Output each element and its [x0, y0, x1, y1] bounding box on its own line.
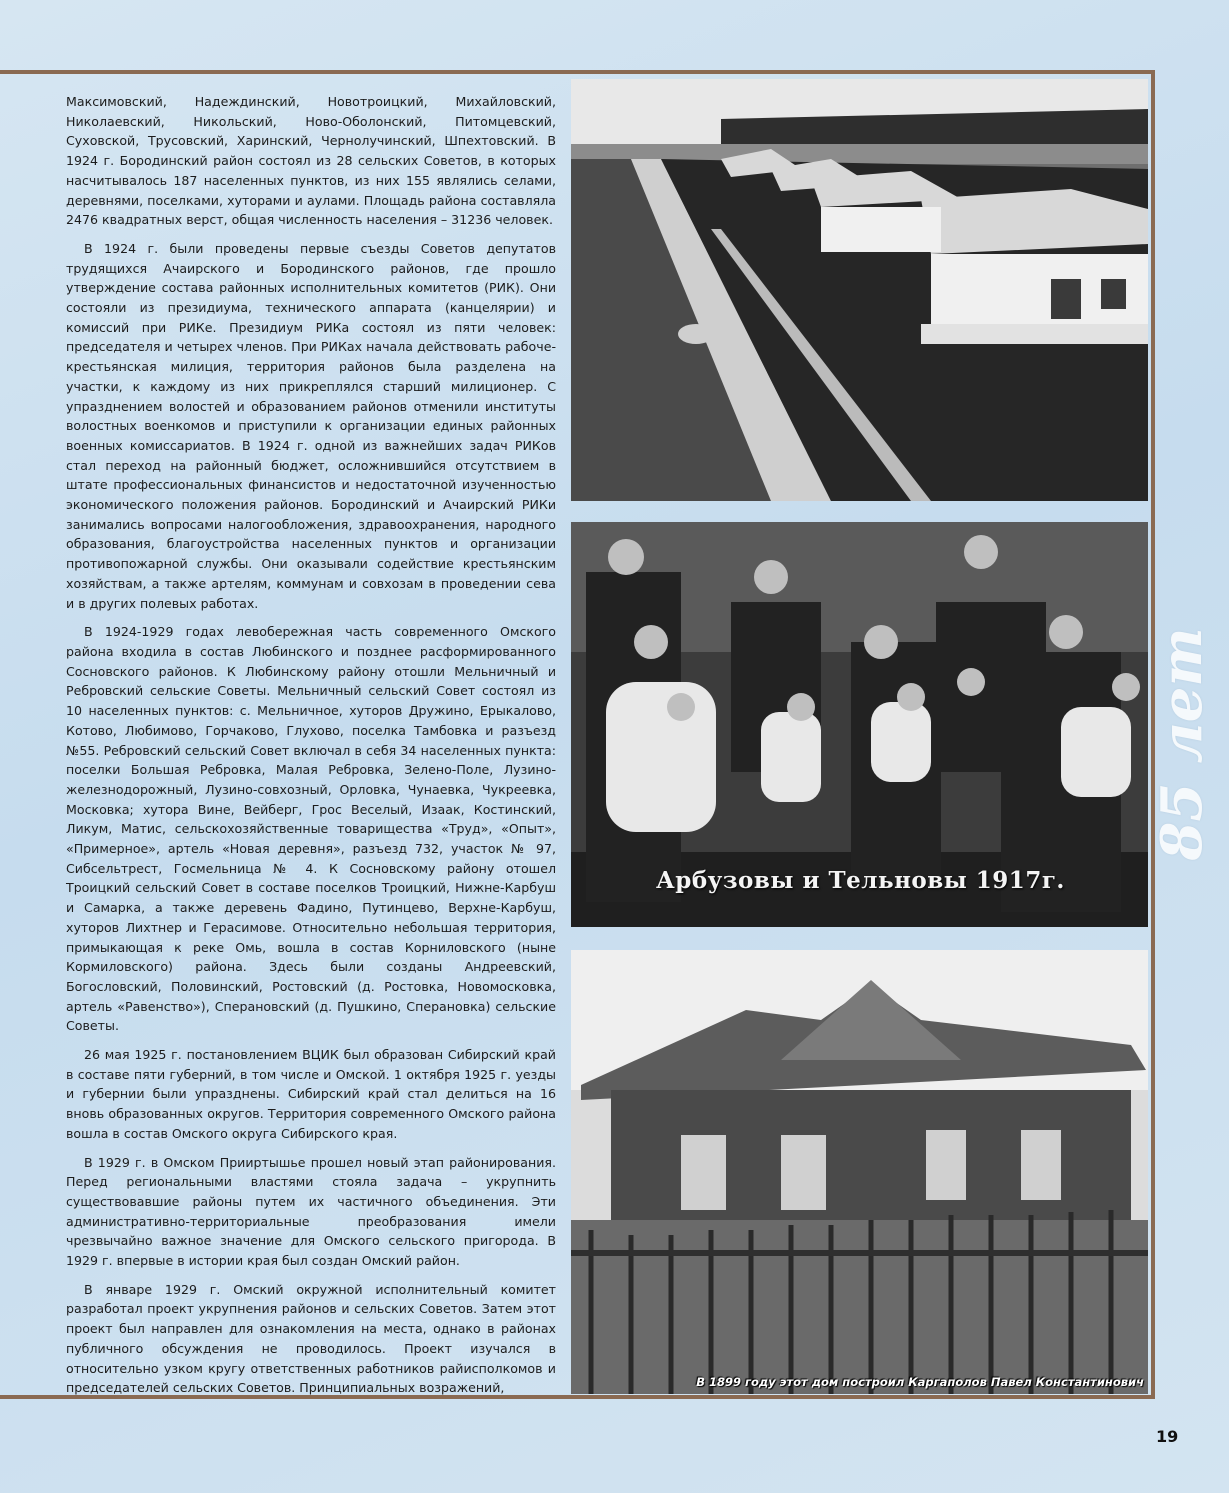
anniversary-vertical-label — [1149, 604, 1215, 884]
wooden-house-photo — [571, 950, 1148, 1394]
anniversary-text: 85 лет — [1149, 627, 1215, 861]
article-paragraph: В 1929 г. в Омском Прииртышье прошел новый этап районирования. Перед региональными властями стояла задача – укрупнить существовавшие районы путем их частичного объединения. Эти административно-территориальные преобразования имели чрезвычайно важное значение для Омского сельского пригорода. В 1929 г. впервые в истории края был создан Омский район. — [66, 1154, 556, 1269]
house-photo-caption: В 1899 году этот дом построил Каргаполов Павел Константинович — [696, 1375, 1144, 1389]
family-photo-caption: Арбузовы и Тельновы 1917г. — [656, 867, 1065, 894]
article-paragraph: В январе 1929 г. Омский окружной исполнительный комитет разработал проект укрупнения районов и сельских Советов. Затем этот проект был направлен для ознакомления на места, однако в районах публичного обсуждения не проводилось. Проект изучался в относительно узком кругу ответственных работников райисполкомов и председателей сельских Советов. Принципиальных возражений, — [66, 1281, 556, 1396]
article-text-column — [66, 92, 556, 1407]
article-paragraph: Максимовский, Надеждинский, Новотроицкий, Михайловский, Николаевский, Никольский, Ново-Оболонский, Питомцевский, Суховской, Трусовский, Харинский, Чернолучинский, Шпехтовский. В 1924 г. Бородинский район состоял из 28 сельских Советов, в которых насчитывалось 187 населенных пунктов, из них 155 являлись селами, деревнями, поселками, хуторами и аулами. Площадь района составляла 2476 квадратных верст, общая численность населения – 31236 человек. — [66, 94, 556, 228]
article-paragraph: 26 мая 1925 г. постановлением ВЦИК был образован Сибирский край в составе пяти губерний, в том числе и Омской. 1 октября 1925 г. уезды и губернии были упразднены. Сибирский край стал делиться на 16 вновь образованных округов. Территория современного Омского района вошла в состав Омского округа Сибирского края. — [66, 1047, 556, 1141]
family-portrait-photo — [571, 522, 1148, 927]
page-number: 19 — [1156, 1427, 1179, 1446]
article-paragraph: В 1924 г. были проведены первые съезды Советов депутатов трудящихся Ачаирского и Бородинского районов, где прошло утверждение состава районных исполнительных комитетов (РИК). Они состояли из президиума, технического аппарата (канцелярии) и комиссий при РИКе. Президиум РИКа состоял из пяти человек: председателя и четырех членов. При РИКах начала действовать рабоче-крестьянская милиция, территория районов была разделена на участки, к каждому из них прикреплялся старший милиционер. С упразднением волостей и образованием районов отменили институты волостных военкомов и приступили к организации единых районных военных комиссариатов. В 1924 г. одной из важнейших задач РИКов стал переход на районный бюджет, осложнившийся отсутствием в штате профессиональных финансистов и недостаточной изученностью экономического положения районов. Бородинский и Ачаирский РИКи занимались вопросами налогообложения, здравоохранения, народного образования, благоустройства населенных пунктов и организации противопожарной службы. Они оказывали содействие крестьянским хозяйствам, а также артелям, коммунам и совхозам в проведении сева и в других полевых работах. — [66, 240, 556, 611]
village-street-photo — [571, 79, 1148, 501]
article-paragraph: В 1924-1929 годах левобережная часть современного Омского района входила в состав Любинского и позднее расформированного Сосновского районов. К Любинскому району отошли Мельничный и Ребровский сельские Советы. Мельничный сельский Совет состоял из 10 населенных пунктов: с. Мельничное, хуторов Дружино, Ерыкалово, Котово, Любимово, Горчаково, Глухово, поселка Тамбовка и разъезд №55. Ребровский сельский Совет включал в себя 34 населенных пункта: поселки Большая Ребровка, Малая Ребровка, Зелено-Поле, Лузино-железнодорожный, Лузино-совхозный, Орловка, Чунаевка, Чукреевка, Московка; хутора Вине, Вейберг, Грос Веселый, Изаак, Костинский, Ликум, Матис, сельскохозяйственные товарищества «Труд», «Опыт», «Примерное», артель «Новая деревня», разъезд 732, участок № 97, Сибсельтрест, Госмельница № 4. К Сосновскому району отошел Троицкий сельский Совет в составе поселков Троицкий, Нижне-Карбуш и Самарка, а также деревень Фадино, Путинцево, Верхне-Карбуш, хуторов Лихтнер и Герасимове. Относительно небольшая территория, примыкающая к реке Омь, вошла в состав Корниловского (ныне Кормиловского) района. Здесь были созданы Андреевский, Богословский, Половинский, Ростовский (д. Ростовка, Новомосковка, артель «Равенство»), Сперановский (д. Пушкино, Сперановка) сельские Советы. — [66, 624, 556, 1034]
